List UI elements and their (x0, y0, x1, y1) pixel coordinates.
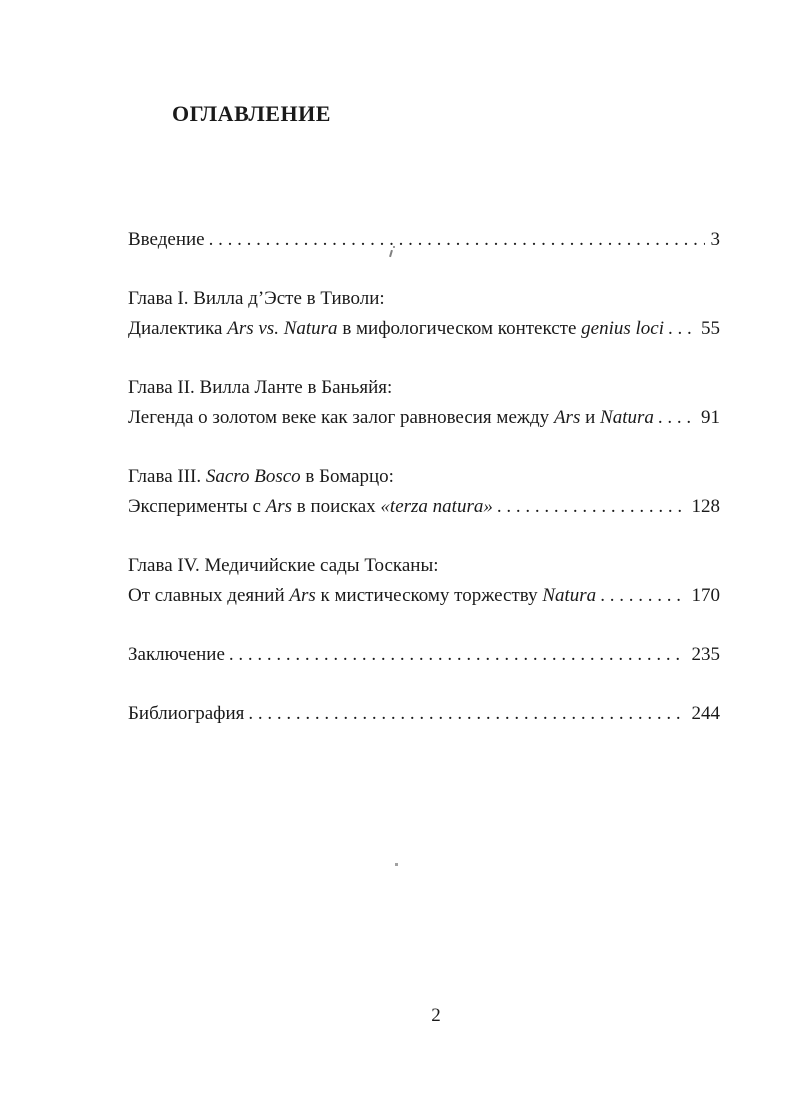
toc-line (128, 699, 720, 729)
toc-text-segment: в мифологическом контексте (337, 318, 582, 339)
toc-text-segment: Глава I. Вилла д’Эсте в Тиволи: (128, 288, 385, 309)
toc-page-ref: 3 (710, 229, 720, 250)
toc-text-segment: к мистическому торжеству (315, 585, 543, 606)
toc-text-italic: Ars (265, 496, 293, 517)
toc-line-text (128, 699, 244, 729)
toc-text-italic: Ars (289, 585, 316, 606)
toc-text-italic: genius loci (581, 318, 665, 339)
toc-page-ref: 235 (691, 644, 720, 665)
toc-text-segment: Легенда о золотом веке как залог равновесия между (128, 407, 554, 428)
toc-entry (128, 462, 720, 522)
page-title: ОГЛАВЛЕНИЕ (172, 101, 331, 126)
toc-text-segment: и (580, 407, 601, 428)
toc-line (128, 314, 720, 344)
dot-leader (205, 225, 705, 255)
toc-text-italic: Natura (542, 585, 597, 606)
toc-line (128, 492, 720, 522)
page-content (128, 0, 720, 729)
toc-text-segment: Глава IV. Медичийские сады Тосканы: (128, 555, 439, 576)
toc-entry (128, 225, 720, 255)
toc-text-segment: От славных деяний (128, 585, 290, 606)
dot-leader (493, 492, 686, 522)
toc-line (128, 462, 720, 492)
toc-page-ref: 244 (691, 703, 720, 724)
table-of-contents (128, 225, 720, 729)
toc-line-text (128, 462, 394, 492)
dot-leader (225, 640, 686, 670)
toc-line-text (128, 314, 664, 344)
dot-leader (654, 403, 695, 433)
toc-line (128, 373, 720, 403)
toc-entry (128, 373, 720, 433)
toc-text-italic: Ars vs. Natura (227, 318, 338, 339)
toc-entry (128, 551, 720, 611)
toc-page-ref: 128 (691, 496, 720, 517)
toc-text-segment: в поисках (292, 496, 381, 517)
toc-line (128, 284, 720, 314)
toc-text-segment: Библиография (128, 703, 245, 724)
toc-text-segment: Эксперименты с (128, 496, 266, 517)
toc-text-italic: Natura (600, 407, 654, 428)
toc-line-text (128, 640, 225, 670)
page-number: 2 (431, 1005, 441, 1026)
toc-page-ref: 170 (691, 585, 720, 606)
toc-page-ref: 55 (701, 318, 720, 339)
toc-line-text (128, 373, 392, 403)
toc-line-text (128, 403, 654, 433)
toc-entry (128, 699, 720, 729)
toc-text-italic: «terza natura» (380, 496, 493, 517)
dot-leader (244, 699, 685, 729)
toc-text-italic: Sacro Bosco (205, 466, 301, 487)
toc-entry (128, 640, 720, 670)
toc-line (128, 581, 720, 611)
toc-text-segment: Диалектика (128, 318, 228, 339)
toc-line-text (128, 284, 385, 314)
scan-artifact (393, 246, 395, 248)
toc-text-segment: Глава III. (128, 466, 206, 487)
toc-page-ref: 91 (701, 407, 720, 428)
toc-entry (128, 284, 720, 344)
toc-text-segment: Глава II. Вилла Ланте в Баньяйя: (128, 377, 393, 398)
toc-line-text (128, 581, 596, 611)
toc-line-text (128, 551, 439, 581)
toc-text-segment: Заключение (128, 644, 225, 665)
toc-text-italic: Ars (553, 407, 581, 428)
toc-text-segment: в Бомарцо: (300, 466, 394, 487)
toc-line-text (128, 225, 205, 255)
dot-leader (664, 314, 695, 344)
toc-line (128, 225, 720, 255)
dot-leader (596, 581, 685, 611)
toc-line (128, 640, 720, 670)
toc-line (128, 551, 720, 581)
toc-text-segment: Введение (128, 229, 205, 250)
scan-artifact (395, 863, 398, 866)
toc-line (128, 403, 720, 433)
toc-line-text (128, 492, 493, 522)
